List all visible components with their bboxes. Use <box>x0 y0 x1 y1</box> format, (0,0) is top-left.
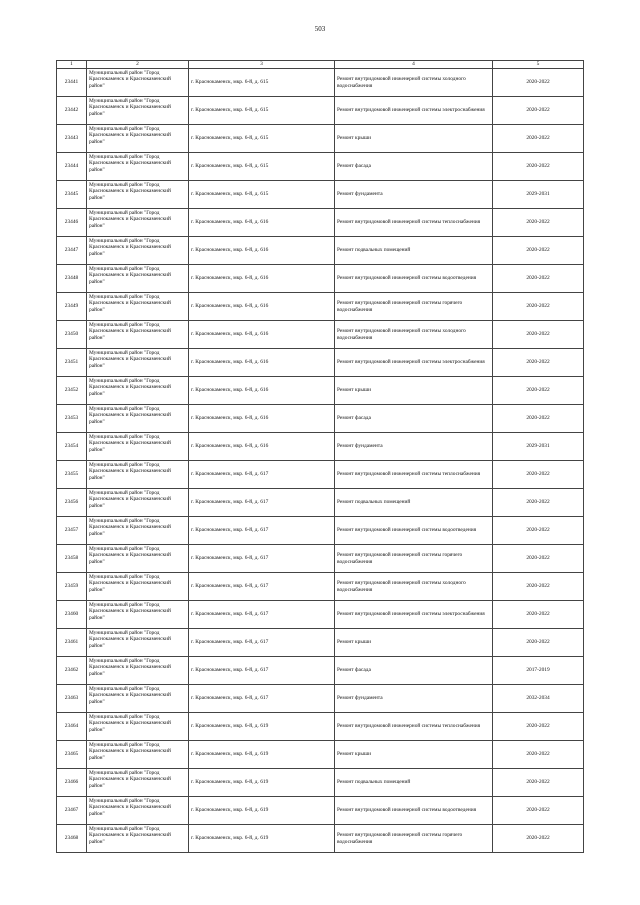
work-type-cell: Ремонт подвальных помещений <box>335 237 493 265</box>
address-cell: г. Краснокаменск, мкр. 6-й, д. 619 <box>189 769 335 797</box>
row-number-cell: 23455 <box>57 461 87 489</box>
row-number-cell: 23443 <box>57 125 87 153</box>
municipality-cell: Муниципальный район "Город Краснокаменск и Краснокаменский район" <box>87 797 189 825</box>
address-cell: г. Краснокаменск, мкр. 6-й, д. 616 <box>189 349 335 377</box>
municipality-cell: Муниципальный район "Город Краснокаменск и Краснокаменский район" <box>87 825 189 853</box>
row-number-cell: 23457 <box>57 517 87 545</box>
work-type-cell: Ремонт внутридомовой инженерной системы электроснабжения <box>335 601 493 629</box>
work-type-cell: Ремонт внутридомовой инженерной системы теплоснабжения <box>335 713 493 741</box>
municipality-cell: Муниципальный район "Город Краснокаменск и Краснокаменский район" <box>87 657 189 685</box>
table-row <box>57 629 584 657</box>
address-cell: г. Краснокаменск, мкр. 6-й, д. 616 <box>189 405 335 433</box>
work-type-cell: Ремонт фундамента <box>335 433 493 461</box>
table-row <box>57 265 584 293</box>
address-cell: г. Краснокаменск, мкр. 6-й, д. 617 <box>189 601 335 629</box>
period-cell: 2020-2022 <box>493 349 584 377</box>
municipality-cell: Муниципальный район "Город Краснокаменск и Краснокаменский район" <box>87 461 189 489</box>
table-row <box>57 125 584 153</box>
address-cell: г. Краснокаменск, мкр. 6-й, д. 617 <box>189 461 335 489</box>
table-row <box>57 69 584 97</box>
work-type-cell: Ремонт внутридомовой инженерной системы электроснабжения <box>335 349 493 377</box>
row-number-cell: 23448 <box>57 265 87 293</box>
work-type-cell: Ремонт крыши <box>335 377 493 405</box>
row-number-cell: 23463 <box>57 685 87 713</box>
address-cell: г. Краснокаменск, мкр. 6-й, д. 615 <box>189 181 335 209</box>
period-cell: 2020-2022 <box>493 629 584 657</box>
period-cell: 2020-2022 <box>493 377 584 405</box>
address-cell: г. Краснокаменск, мкр. 6-й, д. 616 <box>189 293 335 321</box>
period-cell: 2020-2022 <box>493 461 584 489</box>
municipality-cell: Муниципальный район "Город Краснокаменск и Краснокаменский район" <box>87 125 189 153</box>
column-header: 3 <box>189 61 335 69</box>
table-row <box>57 209 584 237</box>
row-number-cell: 23444 <box>57 153 87 181</box>
address-cell: г. Краснокаменск, мкр. 6-й, д. 615 <box>189 125 335 153</box>
table-row <box>57 573 584 601</box>
table-row <box>57 181 584 209</box>
table-row <box>57 153 584 181</box>
period-cell: 2020-2022 <box>493 769 584 797</box>
row-number-cell: 23461 <box>57 629 87 657</box>
work-type-cell: Ремонт внутридомовой инженерной системы водоотведения <box>335 517 493 545</box>
row-number-cell: 23464 <box>57 713 87 741</box>
municipality-cell: Муниципальный район "Город Краснокаменск и Краснокаменский район" <box>87 713 189 741</box>
row-number-cell: 23450 <box>57 321 87 349</box>
period-cell: 2020-2022 <box>493 321 584 349</box>
table-row <box>57 377 584 405</box>
column-header: 4 <box>335 61 493 69</box>
row-number-cell: 23449 <box>57 293 87 321</box>
period-cell: 2020-2022 <box>493 293 584 321</box>
row-number-cell: 23454 <box>57 433 87 461</box>
table-row <box>57 97 584 125</box>
address-cell: г. Краснокаменск, мкр. 6-й, д. 616 <box>189 433 335 461</box>
municipality-cell: Муниципальный район "Город Краснокаменск и Краснокаменский район" <box>87 629 189 657</box>
period-cell: 2029-2031 <box>493 433 584 461</box>
table-row <box>57 825 584 853</box>
period-cell: 2017-2019 <box>493 657 584 685</box>
address-cell: г. Краснокаменск, мкр. 6-й, д. 616 <box>189 321 335 349</box>
address-cell: г. Краснокаменск, мкр. 6-й, д. 619 <box>189 741 335 769</box>
address-cell: г. Краснокаменск, мкр. 6-й, д. 617 <box>189 685 335 713</box>
page-number: 503 <box>314 25 326 33</box>
address-cell: г. Краснокаменск, мкр. 6-й, д. 617 <box>189 657 335 685</box>
table-header-row <box>57 61 584 69</box>
municipality-cell: Муниципальный район "Город Краснокаменск и Краснокаменский район" <box>87 545 189 573</box>
table-row <box>57 769 584 797</box>
work-type-cell: Ремонт крыши <box>335 629 493 657</box>
row-number-cell: 23442 <box>57 97 87 125</box>
municipality-cell: Муниципальный район "Город Краснокаменск и Краснокаменский район" <box>87 741 189 769</box>
row-number-cell: 23447 <box>57 237 87 265</box>
work-type-cell: Ремонт крыши <box>335 125 493 153</box>
address-cell: г. Краснокаменск, мкр. 6-й, д. 619 <box>189 797 335 825</box>
address-cell: г. Краснокаменск, мкр. 6-й, д. 616 <box>189 237 335 265</box>
period-cell: 2020-2022 <box>493 153 584 181</box>
work-type-cell: Ремонт внутридомовой инженерной системы водоотведения <box>335 265 493 293</box>
period-cell: 2020-2022 <box>493 825 584 853</box>
period-cell: 2020-2022 <box>493 405 584 433</box>
row-number-cell: 23452 <box>57 377 87 405</box>
address-cell: г. Краснокаменск, мкр. 6-й, д. 617 <box>189 489 335 517</box>
address-cell: г. Краснокаменск, мкр. 6-й, д. 615 <box>189 97 335 125</box>
municipality-cell: Муниципальный район "Город Краснокаменск и Краснокаменский район" <box>87 237 189 265</box>
address-cell: г. Краснокаменск, мкр. 6-й, д. 615 <box>189 69 335 97</box>
row-number-cell: 23445 <box>57 181 87 209</box>
period-cell: 2020-2022 <box>493 545 584 573</box>
row-number-cell: 23441 <box>57 69 87 97</box>
table-row <box>57 601 584 629</box>
table-row <box>57 349 584 377</box>
municipality-cell: Муниципальный район "Город Краснокаменск и Краснокаменский район" <box>87 377 189 405</box>
municipality-cell: Муниципальный район "Город Краснокаменск и Краснокаменский район" <box>87 405 189 433</box>
municipality-cell: Муниципальный район "Город Краснокаменск и Краснокаменский район" <box>87 685 189 713</box>
table-row <box>57 685 584 713</box>
period-cell: 2020-2022 <box>493 489 584 517</box>
work-type-cell: Ремонт крыши <box>335 741 493 769</box>
work-type-cell: Ремонт фасада <box>335 153 493 181</box>
table-row <box>57 405 584 433</box>
period-cell: 2032-2034 <box>493 685 584 713</box>
column-header: 1 <box>57 61 87 69</box>
row-number-cell: 23446 <box>57 209 87 237</box>
row-number-cell: 23451 <box>57 349 87 377</box>
row-number-cell: 23468 <box>57 825 87 853</box>
row-number-cell: 23466 <box>57 769 87 797</box>
municipality-cell: Муниципальный район "Город Краснокаменск и Краснокаменский район" <box>87 433 189 461</box>
table-row <box>57 545 584 573</box>
table-row <box>57 517 584 545</box>
work-type-cell: Ремонт внутридомовой инженерной системы теплоснабжения <box>335 461 493 489</box>
period-cell: 2020-2022 <box>493 265 584 293</box>
table-row <box>57 433 584 461</box>
municipality-cell: Муниципальный район "Город Краснокаменск и Краснокаменский район" <box>87 293 189 321</box>
work-type-cell: Ремонт подвальных помещений <box>335 769 493 797</box>
work-type-cell: Ремонт фундамента <box>335 181 493 209</box>
column-header: 2 <box>87 61 189 69</box>
address-cell: г. Краснокаменск, мкр. 6-й, д. 617 <box>189 573 335 601</box>
work-type-cell: Ремонт внутридомовой инженерной системы холодного водоснабжения <box>335 573 493 601</box>
period-cell: 2020-2022 <box>493 573 584 601</box>
work-type-cell: Ремонт внутридомовой инженерной системы электроснабжения <box>335 97 493 125</box>
table-row <box>57 797 584 825</box>
municipality-cell: Муниципальный район "Город Краснокаменск и Краснокаменский район" <box>87 769 189 797</box>
work-type-cell: Ремонт фундамента <box>335 685 493 713</box>
table-row <box>57 713 584 741</box>
work-type-cell: Ремонт внутридомовой инженерной системы теплоснабжения <box>335 209 493 237</box>
municipality-cell: Муниципальный район "Город Краснокаменск и Краснокаменский район" <box>87 97 189 125</box>
work-type-cell: Ремонт фасада <box>335 657 493 685</box>
work-type-cell: Ремонт подвальных помещений <box>335 489 493 517</box>
work-type-cell: Ремонт внутридомовой инженерной системы горячего водоснабжения <box>335 825 493 853</box>
municipality-cell: Муниципальный район "Город Краснокаменск и Краснокаменский район" <box>87 265 189 293</box>
municipality-cell: Муниципальный район "Город Краснокаменск и Краснокаменский район" <box>87 209 189 237</box>
municipality-cell: Муниципальный район "Город Краснокаменск и Краснокаменский район" <box>87 153 189 181</box>
municipality-cell: Муниципальный район "Город Краснокаменск и Краснокаменский район" <box>87 573 189 601</box>
column-header: 5 <box>493 61 584 69</box>
period-cell: 2020-2022 <box>493 713 584 741</box>
municipality-cell: Муниципальный район "Город Краснокаменск и Краснокаменский район" <box>87 181 189 209</box>
row-number-cell: 23456 <box>57 489 87 517</box>
row-number-cell: 23462 <box>57 657 87 685</box>
period-cell: 2020-2022 <box>493 209 584 237</box>
row-number-cell: 23458 <box>57 545 87 573</box>
address-cell: г. Краснокаменск, мкр. 6-й, д. 615 <box>189 153 335 181</box>
period-cell: 2020-2022 <box>493 69 584 97</box>
table-body <box>57 69 584 853</box>
row-number-cell: 23453 <box>57 405 87 433</box>
municipality-cell: Муниципальный район "Город Краснокаменск и Краснокаменский район" <box>87 489 189 517</box>
row-number-cell: 23465 <box>57 741 87 769</box>
period-cell: 2029-2031 <box>493 181 584 209</box>
table-row <box>57 489 584 517</box>
period-cell: 2020-2022 <box>493 125 584 153</box>
address-cell: г. Краснокаменск, мкр. 6-й, д. 616 <box>189 377 335 405</box>
row-number-cell: 23459 <box>57 573 87 601</box>
period-cell: 2020-2022 <box>493 741 584 769</box>
address-cell: г. Краснокаменск, мкр. 6-й, д. 617 <box>189 545 335 573</box>
row-number-cell: 23460 <box>57 601 87 629</box>
address-cell: г. Краснокаменск, мкр. 6-й, д. 617 <box>189 629 335 657</box>
period-cell: 2020-2022 <box>493 601 584 629</box>
work-type-cell: Ремонт внутридомовой инженерной системы холодного водоснабжения <box>335 69 493 97</box>
address-cell: г. Краснокаменск, мкр. 6-й, д. 616 <box>189 265 335 293</box>
period-cell: 2020-2022 <box>493 797 584 825</box>
municipality-cell: Муниципальный район "Город Краснокаменск и Краснокаменский район" <box>87 69 189 97</box>
table-row <box>57 321 584 349</box>
period-cell: 2020-2022 <box>493 517 584 545</box>
work-type-cell: Ремонт фасада <box>335 405 493 433</box>
table-row <box>57 237 584 265</box>
work-type-cell: Ремонт внутридомовой инженерной системы водоотведения <box>335 797 493 825</box>
municipality-cell: Муниципальный район "Город Краснокаменск и Краснокаменский район" <box>87 349 189 377</box>
work-type-cell: Ремонт внутридомовой инженерной системы горячего водоснабжения <box>335 545 493 573</box>
work-type-cell: Ремонт внутридомовой инженерной системы холодного водоснабжения <box>335 321 493 349</box>
municipality-cell: Муниципальный район "Город Краснокаменск и Краснокаменский район" <box>87 321 189 349</box>
municipality-cell: Муниципальный район "Город Краснокаменск и Краснокаменский район" <box>87 517 189 545</box>
address-cell: г. Краснокаменск, мкр. 6-й, д. 616 <box>189 209 335 237</box>
row-number-cell: 23467 <box>57 797 87 825</box>
table-row <box>57 657 584 685</box>
repair-schedule-table <box>56 60 584 853</box>
address-cell: г. Краснокаменск, мкр. 6-й, д. 619 <box>189 825 335 853</box>
period-cell: 2020-2022 <box>493 237 584 265</box>
address-cell: г. Краснокаменск, мкр. 6-й, д. 617 <box>189 517 335 545</box>
table-row <box>57 293 584 321</box>
table-row <box>57 741 584 769</box>
address-cell: г. Краснокаменск, мкр. 6-й, д. 619 <box>189 713 335 741</box>
municipality-cell: Муниципальный район "Город Краснокаменск и Краснокаменский район" <box>87 601 189 629</box>
table-row <box>57 461 584 489</box>
period-cell: 2020-2022 <box>493 97 584 125</box>
work-type-cell: Ремонт внутридомовой инженерной системы горячего водоснабжения <box>335 293 493 321</box>
